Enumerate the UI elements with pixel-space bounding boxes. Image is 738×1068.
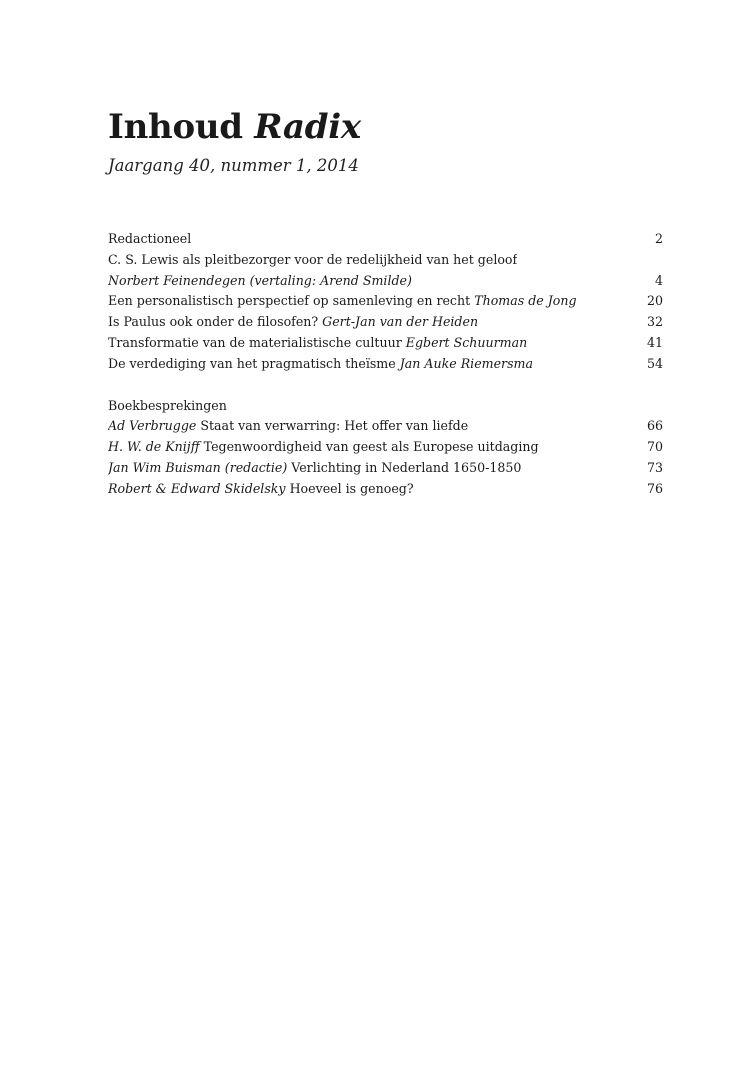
toc-page-number: 73 <box>646 459 663 475</box>
toc-row[interactable] <box>108 229 663 250</box>
toc-entry <box>108 291 577 312</box>
toc-row[interactable] <box>108 479 663 500</box>
toc-entry-author: Ad Verbrugge <box>108 418 197 434</box>
toc-entry <box>108 437 539 458</box>
toc-entry-title: C. S. Lewis als pleitbezorger voor de redelijkheid van het geloof <box>108 251 518 267</box>
toc-row[interactable] <box>108 354 663 375</box>
toc-entry-author: Robert & Edward Skidelsky <box>108 480 286 496</box>
toc-entry-author: H. W. de Knijff <box>108 439 200 455</box>
toc-page-number: 41 <box>646 334 663 350</box>
toc-row[interactable] <box>108 458 663 479</box>
toc-row[interactable] <box>108 333 663 354</box>
toc-entry <box>108 416 468 437</box>
toc-page-number: 70 <box>646 439 663 455</box>
toc-entry <box>108 354 533 375</box>
toc-entry <box>108 458 521 479</box>
toc-row[interactable] <box>108 416 663 437</box>
toc-entry-author: Jan Auke Riemersma <box>399 355 533 371</box>
toc-row[interactable] <box>108 271 663 292</box>
toc-entry-title: De verdediging van het pragmatisch theïsme <box>108 355 396 371</box>
reviews-heading: Boekbesprekingen <box>108 397 227 413</box>
toc-entry-title: Is Paulus ook onder de filosofen? <box>108 314 319 330</box>
page-title <box>108 106 361 148</box>
toc-page-number: 2 <box>654 231 663 246</box>
section-heading <box>108 396 663 417</box>
toc-page-number: 4 <box>654 272 663 288</box>
issue-subtitle: Jaargang 40, nummer 1, 2014 <box>108 156 359 175</box>
toc-row[interactable] <box>108 250 663 271</box>
toc-entry-title: Redactioneel <box>108 231 192 246</box>
toc-entry-title: Staat van verwarring: Het offer van liefde <box>200 418 469 434</box>
toc-page-number: 66 <box>646 418 663 434</box>
toc-entry-author: Thomas de Jong <box>474 293 577 309</box>
toc-row[interactable] <box>108 437 663 458</box>
toc-entry <box>108 333 527 354</box>
toc-row[interactable] <box>108 291 663 312</box>
toc-page-number: 32 <box>646 314 663 330</box>
toc-page-number: 76 <box>646 480 663 496</box>
toc-entry-author: Norbert Feinendegen (vertaling: Arend Smilde) <box>108 272 412 288</box>
toc-page-number: 54 <box>646 355 663 371</box>
toc-entry-title: Transformatie van de materialistische cultuur <box>108 334 402 350</box>
toc-entry-author: Gert-Jan van der Heiden <box>322 314 479 330</box>
table-of-contents <box>108 229 663 500</box>
toc-entry-author: Egbert Schuurman <box>405 334 528 350</box>
toc-entry-title: Hoeveel is genoeg? <box>289 480 414 496</box>
title-italic: Radix <box>254 107 361 147</box>
toc-page-number: 20 <box>646 293 663 309</box>
toc-entry <box>108 479 414 500</box>
toc-row[interactable] <box>108 312 663 333</box>
toc-entry-title: Verlichting in Nederland 1650-1850 <box>291 459 522 475</box>
toc-entry-title: Tegenwoordigheid van geest als Europese uitdaging <box>203 439 539 455</box>
toc-entry-title: Een personalistisch perspectief op samenleving en recht <box>108 293 471 309</box>
section-spacer <box>108 375 663 396</box>
title-plain: Inhoud <box>108 107 243 147</box>
toc-entry-author: Jan Wim Buisman (redactie) <box>108 459 288 475</box>
toc-entry <box>108 312 478 333</box>
